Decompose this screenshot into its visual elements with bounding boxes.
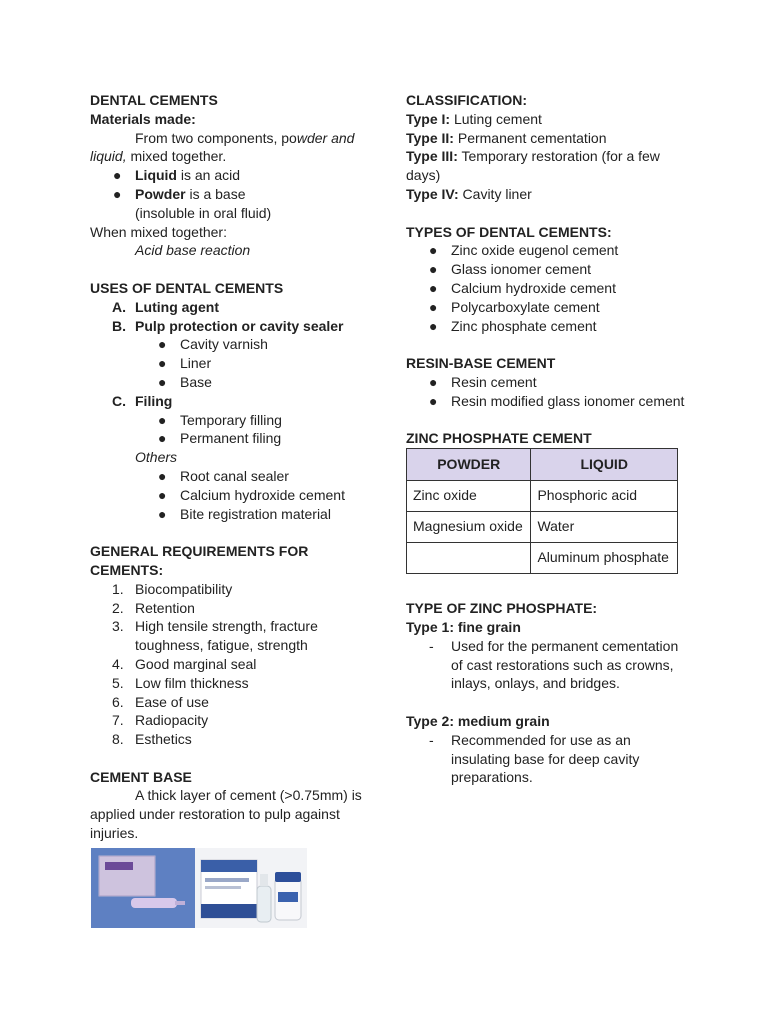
list-item [90,711,380,730]
type-label: Type II: [406,129,454,146]
list-item [406,392,686,411]
type-line [406,147,686,185]
list-item-text: Calcium hydroxide cement [451,279,616,296]
acid-base-text: Acid base reaction [135,242,251,259]
table-cell: Phosphoric acid [531,481,678,512]
bullet-icon: ● [113,185,122,202]
filing-list [90,411,380,449]
cement-base-heading: CEMENT BASE [90,768,192,785]
list-item-text: Esthetics [135,731,192,748]
list-item-text: Calcium hydroxide cement [180,486,345,503]
list-item-text: Resin cement [451,373,537,390]
use-label: Filing [135,392,173,409]
bullet-icon: ● [158,486,167,503]
when-mixed-text: When mixed together: [90,223,227,240]
type-text: Permanent cementation [453,129,607,146]
use-item-c [90,392,380,411]
classification-heading: CLASSIFICATION: [406,92,528,108]
table-cell: Aluminum phosphate [531,543,678,574]
table-header-liquid: LIQUID [531,449,678,481]
table-row [407,512,678,543]
insoluble-note: (insoluble in oral fluid) [135,204,272,221]
list-item-text: Bite registration material [180,505,331,522]
dash-marker: - [429,731,434,748]
liquid-bottle [257,886,271,922]
list-marker: C. [112,392,126,409]
type2-heading: Type 2: medium grain [406,712,550,729]
others-list [90,467,380,523]
list-item [90,599,380,618]
list-item-text: Retention [135,599,195,616]
materials-label: Materials made: [90,110,196,127]
materials-text-part: From two components, po [135,129,297,146]
bullet-icon: ● [113,167,122,184]
use-item-a [90,298,380,317]
zinc-phosphate-heading: ZINC PHOSPHATE CEMENT [406,430,592,447]
table-header-row [407,449,678,481]
resin-list [406,373,686,411]
pulp-protection-list [90,335,380,391]
list-item [90,674,380,693]
list-item-text: Polycarboxylate cement [451,298,600,315]
list-number: 8. [112,731,124,748]
liquid-desc: is an acid [177,167,241,184]
liquid-powder-list [90,166,380,204]
type-text: Luting cement [450,110,542,127]
list-item [90,373,380,392]
bullet-icon: ● [429,392,438,409]
list-item [406,373,686,392]
materials-text [90,129,380,167]
right-column [406,91,686,787]
table-row [407,481,678,512]
list-item-text: Good marginal seal [135,655,257,672]
type-label: Type III: [406,148,458,165]
bullet-icon: ● [158,336,167,353]
table-header-powder: POWDER [407,449,531,481]
list-item [90,505,380,524]
materials-text-end: mixed together. [126,148,227,165]
list-item [90,486,380,505]
types-list [406,241,686,335]
bullet-icon: ● [429,279,438,296]
zinc-phosphate-table [406,448,678,574]
powder-term: Powder [135,185,186,202]
list-item-text: Zinc oxide eugenol cement [451,242,619,259]
type-text: Cavity liner [458,185,532,202]
requirements-heading: GENERAL REQUIREMENTS FOR CEMENTS: [90,543,309,578]
list-item-text: Permanent filing [180,430,282,447]
list-item [90,354,380,373]
requirements-list [90,580,380,749]
list-item [406,260,686,279]
materials-text-italic: wder and liquid, [90,129,355,165]
others-label: Others [135,449,178,466]
resin-heading: RESIN-BASE CEMENT [406,355,556,372]
list-item [90,335,380,354]
list-item-text: Temporary filling [180,411,282,428]
table-cell [407,543,531,574]
list-number: 6. [112,693,124,710]
list-item [406,279,686,298]
list-item [90,185,380,204]
list-item-text: Biocompatibility [135,580,233,597]
type-line [406,185,686,204]
list-item-text: Ease of use [135,693,209,710]
bullet-icon: ● [429,298,438,315]
list-item-text: Liner [180,355,212,372]
list-number: 1. [112,580,124,597]
table-cell: Magnesium oxide [407,512,531,543]
bullet-icon: ● [158,467,167,484]
bullet-icon: ● [429,242,438,259]
type2-item [406,731,686,787]
list-marker: B. [112,317,126,334]
type1-item [406,637,686,693]
type-line [406,129,686,148]
use-label: Pulp protection or cavity sealer [135,317,344,334]
list-number: 3. [112,618,124,635]
bullet-icon: ● [158,505,167,522]
list-number: 2. [112,599,124,616]
list-marker: A. [112,298,126,315]
bullet-icon: ● [429,317,438,334]
dash-marker: - [429,637,434,654]
list-item-text: Root canal sealer [180,467,289,484]
type-label: Type I: [406,110,451,127]
list-item [90,429,380,448]
list-item-text: Base [180,373,212,390]
list-item [90,580,380,599]
zinc-phosphate-types-heading: TYPE OF ZINC PHOSPHATE: [406,600,598,617]
liquid-term: Liquid [135,167,177,184]
list-item-text: Low film thickness [135,674,249,691]
cement-base-text: A thick layer of cement (>0.75mm) is applied under restoration to pulp against injuries. [90,787,362,842]
product-box-label [105,862,133,870]
bullet-icon: ● [158,373,167,390]
type-line [406,110,686,129]
list-item [90,166,380,185]
left-column [90,91,380,843]
powder-desc: is a base [185,185,246,202]
use-label: Luting agent [135,298,219,315]
list-item [90,467,380,486]
list-item [406,317,686,336]
list-item [90,730,380,749]
type1-text: Used for the permanent cementation of cast restorations such as crowns, inlays, onlays, and bridges. [451,637,679,692]
bullet-icon: ● [429,373,438,390]
syringe [131,898,177,908]
list-item [406,241,686,260]
table-cell: Water [531,512,678,543]
use-item-b [90,317,380,336]
table-row [407,543,678,574]
list-number: 7. [112,712,124,729]
bullet-icon: ● [158,411,167,428]
list-item [90,411,380,430]
dental-cement-products-photo [91,848,307,928]
type-text: Temporary restoration (for a few days) [406,148,660,184]
bullet-icon: ● [429,261,438,278]
list-item [90,693,380,712]
uses-heading: USES OF DENTAL CEMENTS [90,279,284,296]
list-item [406,298,686,317]
bullet-icon: ● [158,430,167,447]
dental-cements-heading: DENTAL CEMENTS [90,92,218,108]
list-item-text: Zinc phosphate cement [451,317,597,334]
list-item-text: Resin modified glass ionomer cement [451,392,685,409]
list-item [90,655,380,674]
list-number: 5. [112,674,124,691]
list-item [90,617,380,655]
list-number: 4. [112,655,124,672]
type1-heading: Type 1: fine grain [406,618,521,635]
type2-text: Recommended for use as an insulating base for deep cavity preparations. [451,731,640,786]
types-heading: TYPES OF DENTAL CEMENTS: [406,223,612,240]
bullet-icon: ● [158,355,167,372]
table-cell: Zinc oxide [407,481,531,512]
type-label: Type IV: [406,185,459,202]
list-item-text: Glass ionomer cement [451,261,592,278]
list-item-text: Cavity varnish [180,336,268,353]
list-item-text: Radiopacity [135,712,209,729]
list-item-text: High tensile strength, fracture toughness, fatigue, strength [135,618,318,654]
